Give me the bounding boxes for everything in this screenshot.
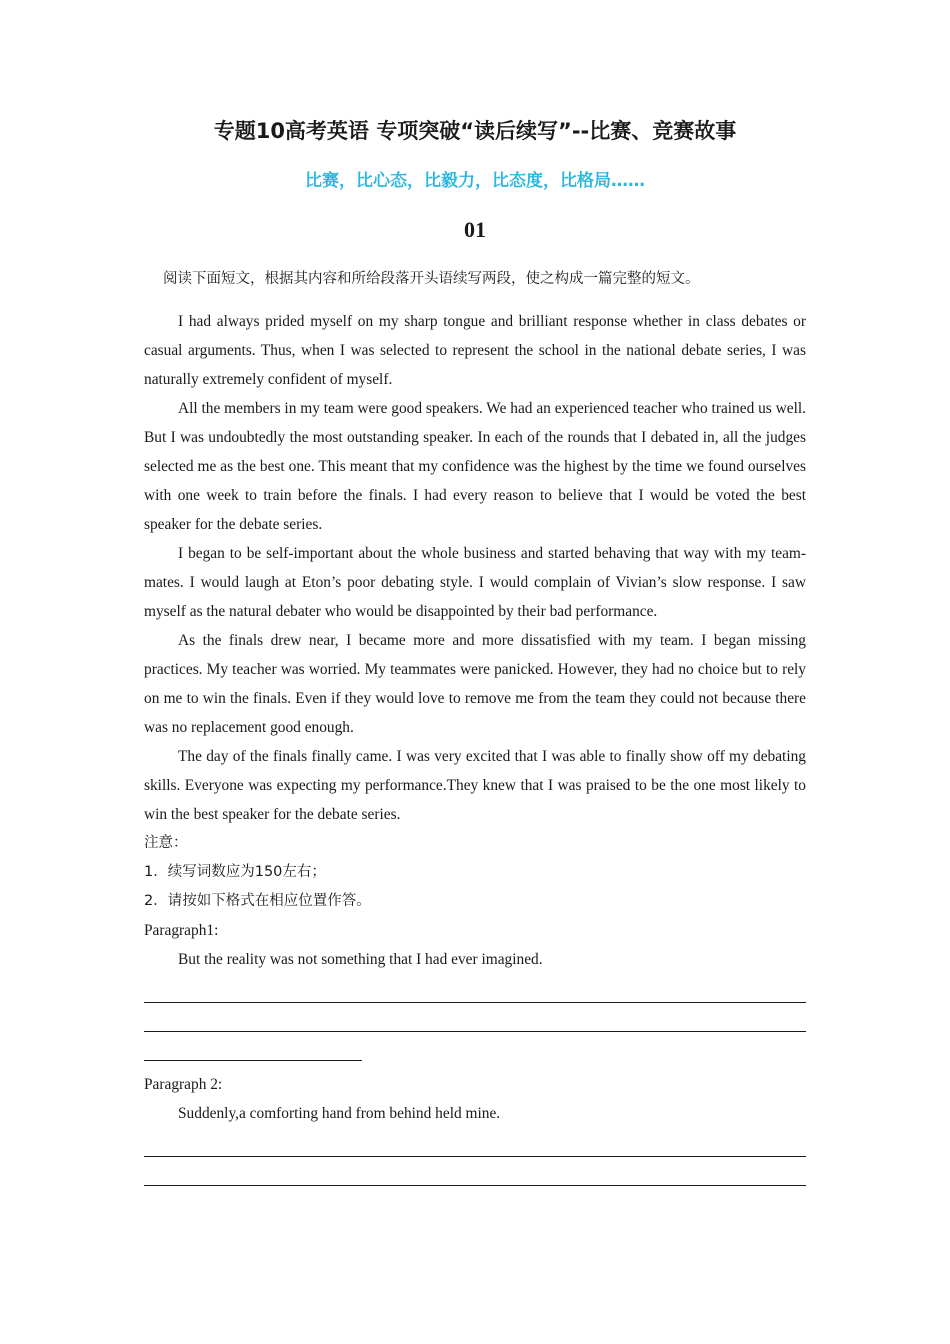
notes-heading: 注意： [144,835,188,851]
passage-paragraph-2: All the members in my team were good speakers. We had an experienced teacher who trained us well. But I was undoubtedly the most outstanding speaker. In each of the rounds that I debated in, all the judges selected me as the best one. This meant that my confidence was the highest by the time we found ourselves with one week to train before the finals. I had every reason to believe that I would be voted the best speaker for the debate series. [144,400,806,533]
notes-item-1: 1．续写词数应为150左右； [144,864,326,880]
paragraph1-label: Paragraph1: [144,922,219,939]
answer-line[interactable] [144,1032,362,1061]
answer-line[interactable] [144,1003,806,1032]
document-title: 专题10高考英语 专项突破“读后续写”--比赛、竞赛故事 [213,119,737,143]
paragraph1-opening: But the reality was not something that I had ever imagined. [178,951,543,968]
passage-paragraph-4: As the finals drew near, I became more and more dissatisfied with my team. I began missing practices. My teacher was worried. My teammates were panicked. However, they had no choice but to rely on me to win the finals. Even if they would love to remove me from the team they could not because there was no replacement good enough. [144,632,806,736]
notes-item-2: 2．请按如下格式在相应位置作答。 [144,893,371,909]
answer-line[interactable] [144,1128,806,1157]
answer-line[interactable] [144,1157,806,1186]
passage-paragraph-1: I had always prided myself on my sharp tongue and brilliant response whether in class debates or casual arguments. Thus, when I was selected to represent the school in the national debate series, I was naturally extremely confident of myself. [144,313,806,388]
answer-line[interactable] [144,974,806,1003]
section-number: 01 [464,217,486,242]
task-instruction: 阅读下面短文，根据其内容和所给段落开头语续写两段，使之构成一篇完整的短文。 [163,271,700,287]
passage-paragraph-5: The day of the finals finally came. I was very excited that I was able to finally show off my debating skills. Everyone was expecting my performance.They knew that I was praised to be the one most likely to win the best speaker for the debate series. [144,748,806,823]
paragraph2-label: Paragraph 2: [144,1076,223,1093]
passage-paragraph-3: I began to be self-important about the whole business and started behaving that way with my team-mates. I would laugh at Eton’s poor debating style. I would complain of Vivian’s slow response. I saw myself as the natural debater who would be disappointed by their bad performance. [144,545,806,620]
paragraph2-opening: Suddenly,a comforting hand from behind held mine. [178,1105,501,1122]
document-subtitle: 比赛，比心态，比毅力，比态度，比格局…… [305,171,645,191]
document-body [144,307,806,1186]
spacer [144,1061,806,1070]
